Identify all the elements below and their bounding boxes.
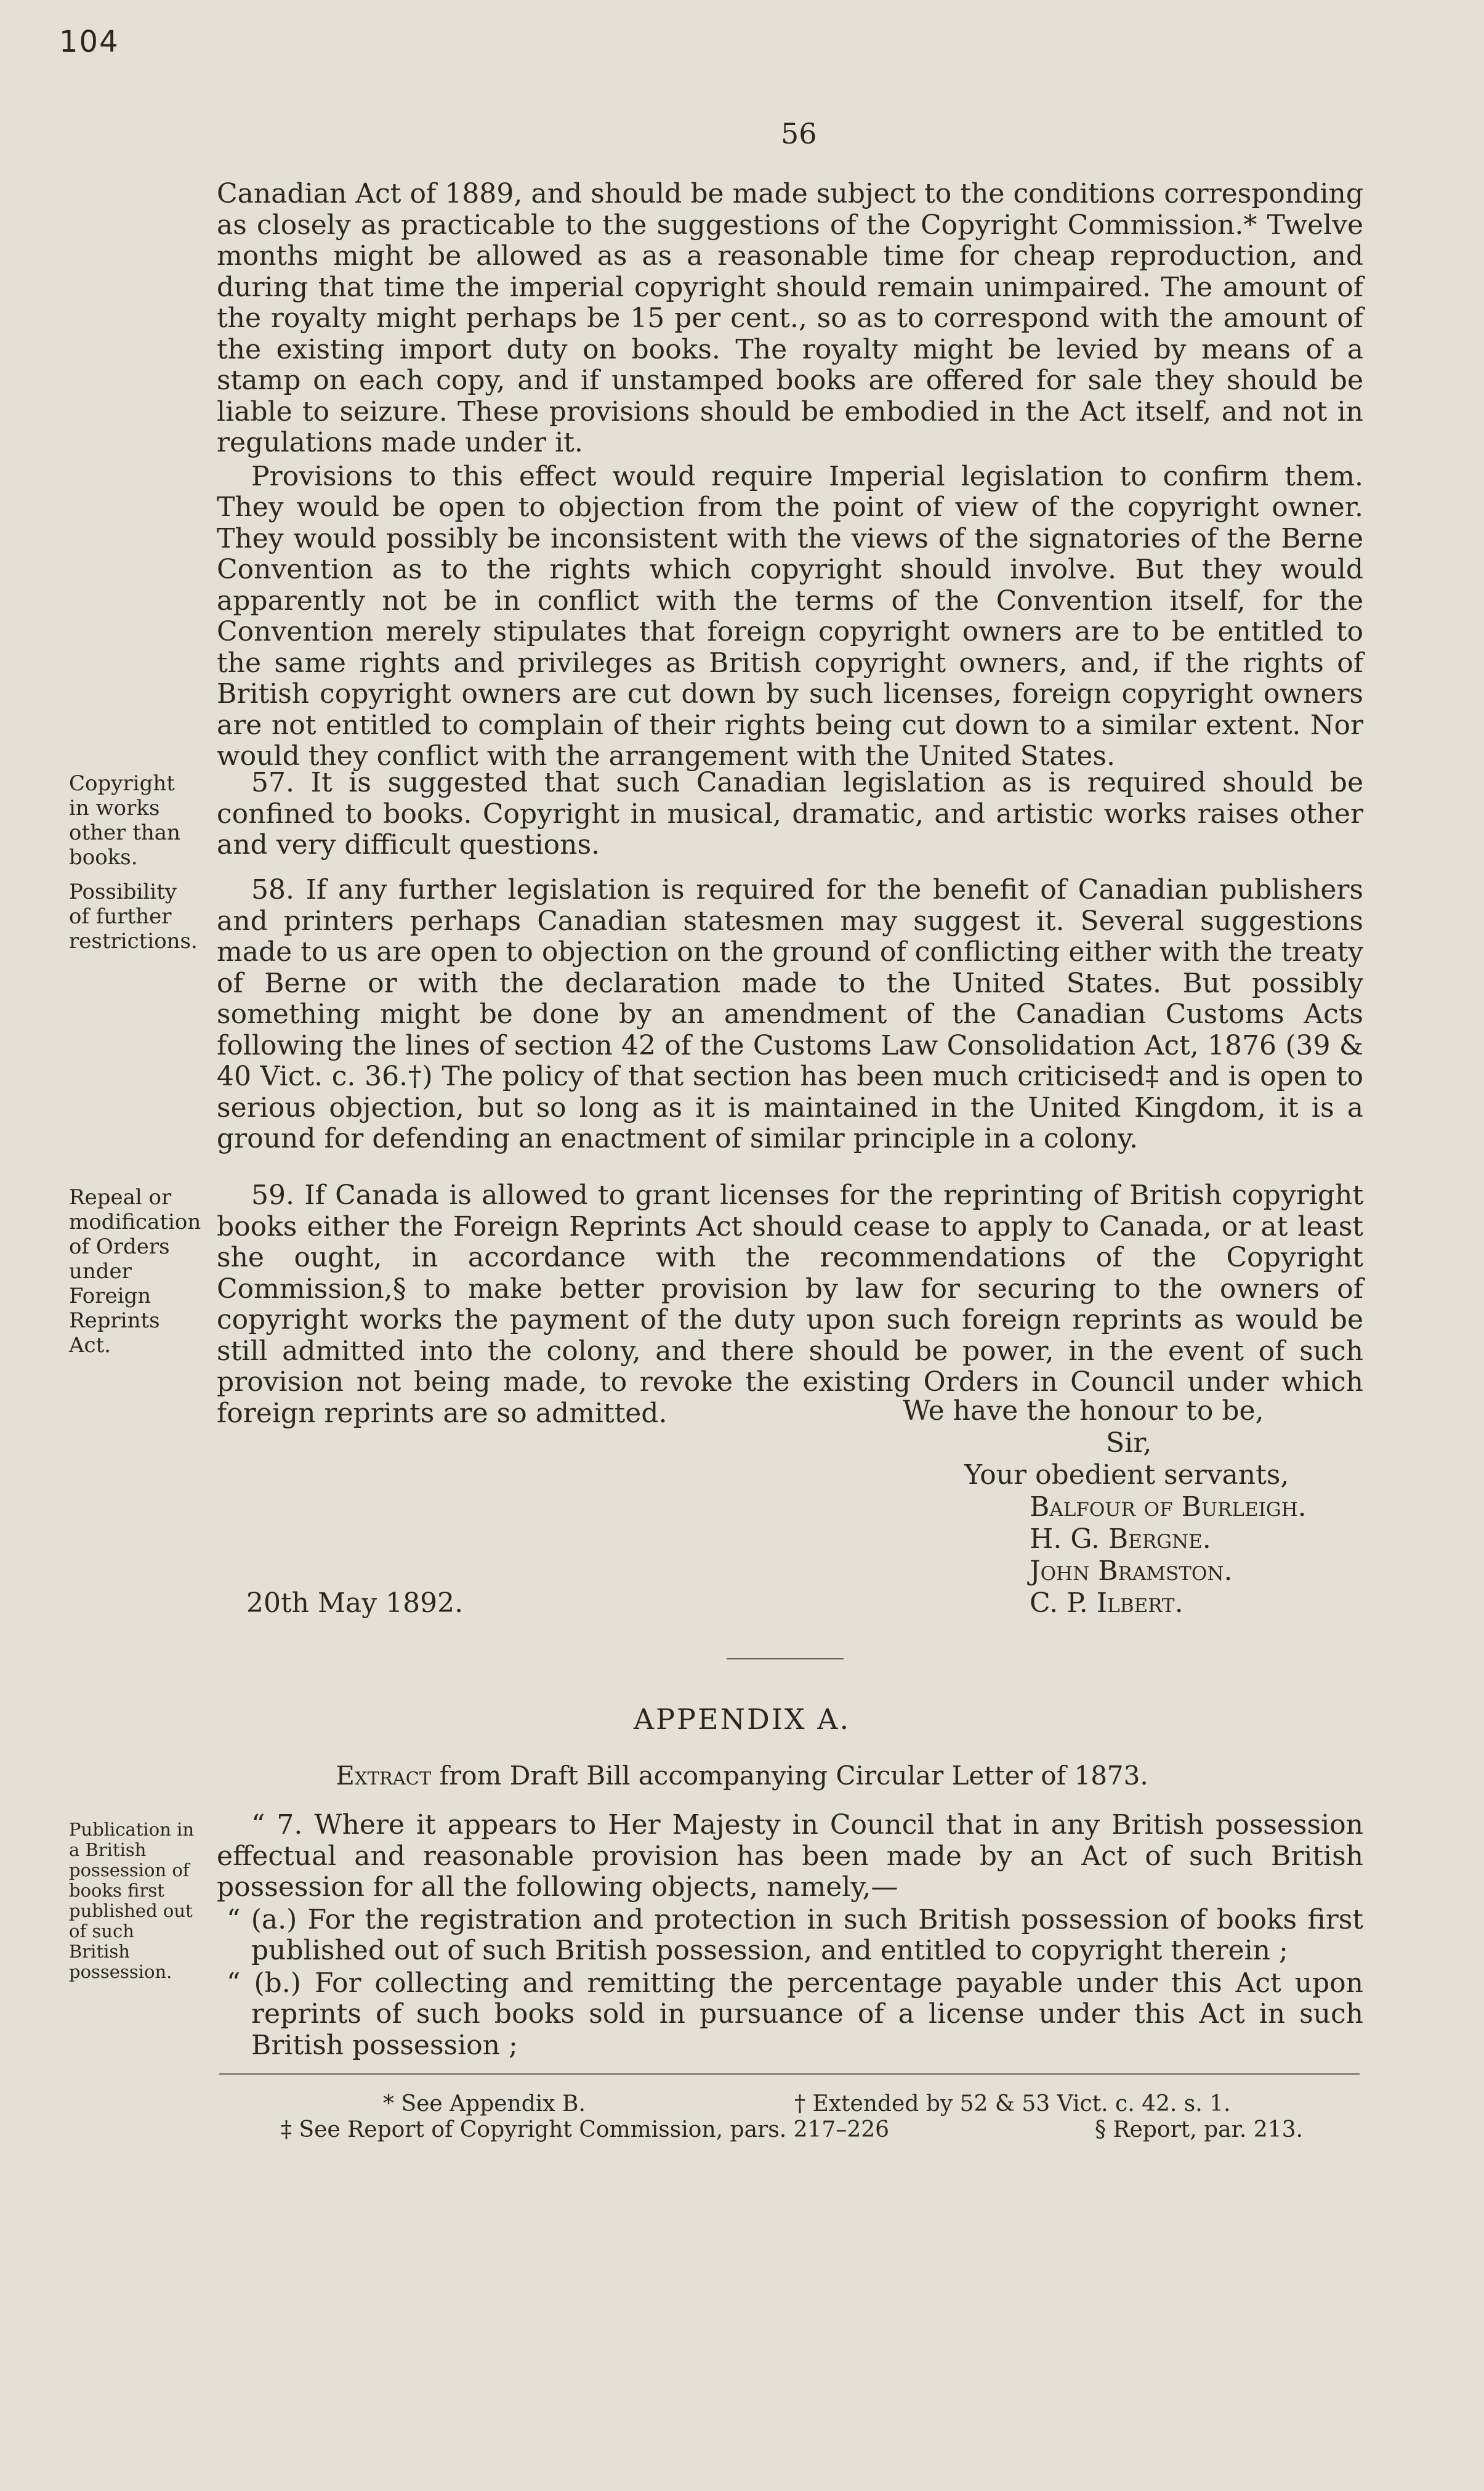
clause-7-item-a: “ (a.) For the registration and protection in such British possession of books first published out of such British possession, and entitled to copyright therein ; [227,1903,1363,1966]
letter-date: 20th May 1892. [246,1587,464,1619]
clause-7-item-b: “ (b.) For collecting and remitting the percentage payable under this Act upon reprints of such books sold in pursuance of a license under this Act in such British possession ; [227,1967,1363,2061]
margin-note-57: Copyright in works other than books. [69,771,180,870]
appendix-title: APPENDIX A. [633,1703,851,1736]
paragraph-58: 58. If any further legislation is required for the benefit of Canadian publishers and printers perhaps Canadian statesmen may suggest it. Several suggestions made to us are open to objection on the ground of conflicting either with the treaty of Berne or with the declaration made to the United States. But possibly something might be done by an amendment of the Canadian Customs Acts following the lines of section 42 of the Customs Law Consolidation Act, 1876 (39 & 40 Vict. c. 36.†) The policy of that section has been much criticised‡ and is open to serious objection, but so long as it is maintained in the United Kingdom, it is a ground for defending an enactment of similar principle in a colony. [217,874,1363,1154]
clause-7: “ 7. Where it appears to Her Majesty in Council that in any British possession effectual and reasonable provision has been made by an Act of such British possession for all the following objects, namely,— [217,1809,1363,1903]
section-divider [727,1658,844,1659]
appendix-subtitle [0,1760,1484,1791]
signatory-2: H. G. Bergne. [1030,1523,1211,1555]
footnote-4: § Report, par. 213. [1095,2117,1303,2142]
footnote-2: † Extended by 52 & 53 Vict. c. 42. s. 1. [794,2091,1231,2116]
footnote-rule [219,2073,1360,2075]
page-number: 56 [781,117,817,150]
margin-note-clause-7: Publication in a British possession of books first published out of such British possession. [69,1819,195,1982]
margin-note-59: Repeal or modification of Orders under Foreign Reprints Act. [69,1185,201,1358]
paragraph-59: 59. If Canada is allowed to grant licenses for the reprinting of British copyright books either the Foreign Reprints Act should cease to apply to Canada, or at least she ought, in accordance with the recommendations of the Copyright Commission,§ to make better provision by law for securing to the owners of copyright works the payment of the duty upon such foreign reprints as would be still admitted into the colony, and there should be power, in the event of such provision not being made, to revoke the existing Orders in Council under which foreign reprints are so admitted. [217,1180,1363,1429]
signatory-1: Balfour of Burleigh. [1030,1491,1307,1523]
body-text-top [217,179,1363,772]
closing-line-3: Your obedient servants, [964,1459,1289,1491]
signatory-3: John Bramston. [1030,1555,1233,1587]
footnote-3: ‡ See Report of Copyright Commission, pars. 217–226 [281,2117,890,2142]
closing-line-2: Sir, [1106,1427,1152,1459]
paragraph-continued: Canadian Act of 1889, and should be made subject to the conditions corresponding as closely as practicable to the suggestions of the Copyright Commission.* Twelve months might be allowed as as a reasonable time for cheap reproduction, and during that time the imperial copyright should remain unimpaired. The amount of the royalty might perhaps be 15 per cent., so as to correspond with the amount of the existing import duty on books. The royalty might be levied by means of a stamp on each copy, and if unstamped books are offered for sale they should be liable to seizure. These provisions should be embodied in the Act itself, and not in regulations made under it. [217,178,1363,458]
appendix-body [217,1810,1363,2061]
paragraph-provisions: Provisions to this effect would require Imperial legislation to confirm them. They would be open to objection from the point of view of the copyright owner. They would possibly be inconsistent with the views of the signatories of the Berne Convention as to the rights which copyright should involve. But they would apparently not be in conflict with the terms of the Convention itself, for the Convention merely stipulates that foreign copyright owners are to be entitled to the same rights and privileges as British copyright owners, and, if the rights of British copyright owners are cut down by such licenses, foreign copyright owners are not entitled to complain of their rights being cut down to a similar extent. Nor would they conflict with the arrangement with the United States. [217,460,1363,772]
margin-note-58: Possibility of further restrictions. [69,880,198,954]
signatory-4: C. P. Ilbert. [1030,1587,1184,1619]
appendix-subtitle-rest: from Draft Bill accompanying Circular Letter of 1873. [439,1760,1148,1791]
folio-number: 104 [59,25,119,59]
footnote-1: * See Appendix B. [383,2091,586,2116]
closing-line-1: We have the honour to be, [903,1395,1264,1427]
appendix-subtitle-lead: Extract [336,1760,432,1791]
paragraph-57: 57. It is suggested that such Canadian legislation as is required should be confined to books. Copyright in musical, dramatic, and artistic works raises other and very difficult questions. [217,767,1363,861]
